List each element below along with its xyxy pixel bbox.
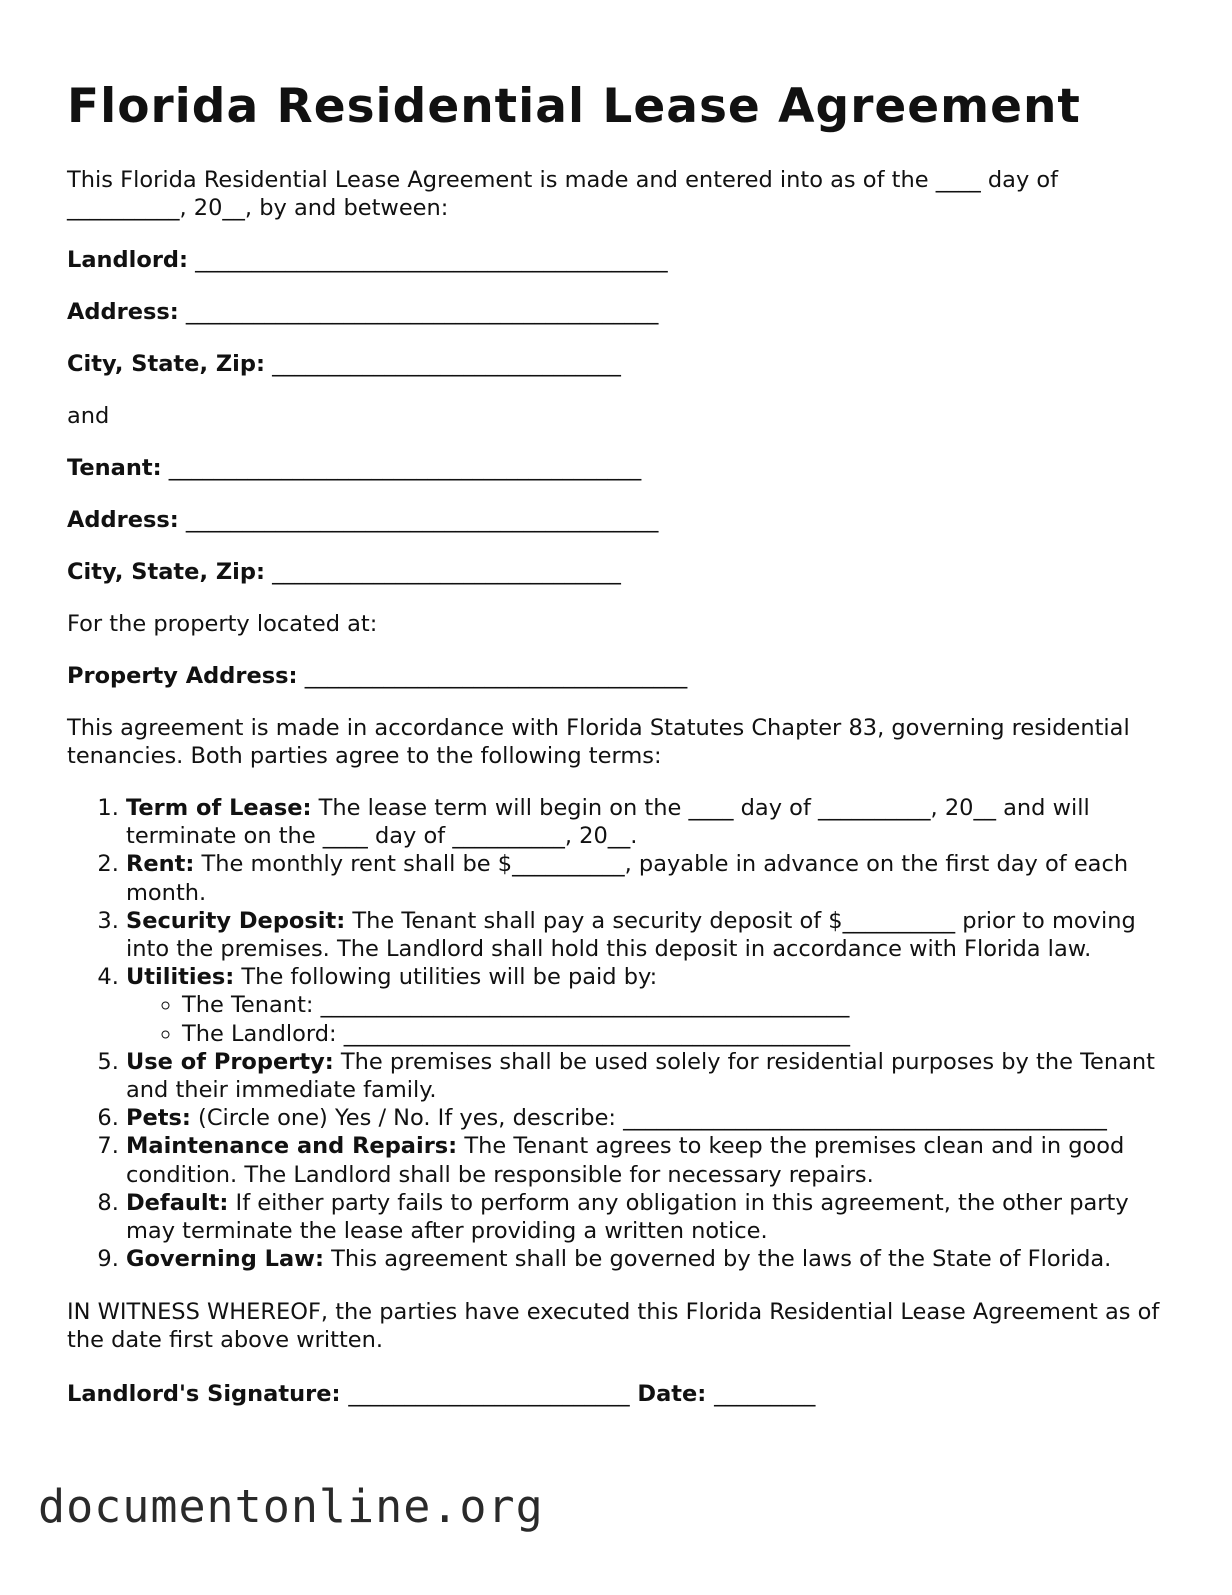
- landlord-name-label: Landlord:: [67, 247, 189, 274]
- term-label: Rent:: [126, 851, 195, 878]
- term-label: Utilities:: [126, 964, 235, 991]
- tenant-name-label: Tenant:: [67, 455, 162, 482]
- signature-line: [67, 1380, 1177, 1408]
- term-text: The Tenant agrees to keep the premises clean and in good condition. The Landlord shall be responsible for necessary repairs.: [126, 1133, 1125, 1188]
- landlord-address-blank: __________________________________________: [185, 299, 659, 326]
- utility-item: ◦ The Landlord: _____________________________________________: [182, 1020, 1177, 1048]
- landlord-address-label: Address:: [67, 299, 179, 326]
- tenant-address-field: [67, 506, 1177, 534]
- term-text: (Circle one) Yes / No. If yes, describe: ___________________________________________: [190, 1105, 1107, 1132]
- tenant-address-blank: __________________________________________: [185, 507, 659, 534]
- intro-paragraph: This Florida Residential Lease Agreement is made and entered into as of the ____ day of __________, 20__, by and between:: [67, 167, 1059, 222]
- term-label: Maintenance and Repairs:: [126, 1133, 458, 1160]
- landlord-city-field: [67, 350, 1177, 378]
- term-label: Use of Property:: [126, 1048, 334, 1075]
- date-blank: _________: [714, 1380, 816, 1407]
- utilities-list: [126, 991, 1177, 1047]
- term-item: [126, 794, 1177, 850]
- watermark-text: documentonline.org: [38, 1480, 544, 1533]
- tenant-city-field: [67, 558, 1177, 586]
- term-item: [126, 850, 1177, 906]
- term-item: [126, 1245, 1177, 1273]
- landlord-city-label: City, State, Zip:: [67, 351, 265, 378]
- property-address-field: [67, 662, 1177, 690]
- date-label: Date:: [637, 1380, 707, 1407]
- term-label: Pets:: [126, 1105, 191, 1132]
- term-item: [126, 1132, 1177, 1188]
- term-label: Security Deposit:: [126, 907, 346, 934]
- property-address-blank: __________________________________: [304, 663, 688, 690]
- witness-paragraph: IN WITNESS WHEREOF, the parties have executed this Florida Residential Lease Agreement as of the date first above written.: [67, 1298, 1160, 1353]
- and-text: and: [67, 403, 110, 430]
- term-text: The lease term will begin on the ____ day of __________, 20__ and will terminate on the ____ day of __________, 20__.: [126, 795, 1090, 850]
- property-intro: For the property located at:: [67, 611, 378, 638]
- tenant-city-label: City, State, Zip:: [67, 559, 265, 586]
- lease-document: [67, 80, 1177, 1432]
- term-label: Default:: [126, 1189, 229, 1216]
- accordance-paragraph: This agreement is made in accordance with Florida Statutes Chapter 83, governing residential tenancies. Both parties agree to the following terms:: [67, 715, 1130, 770]
- term-item: [126, 1104, 1177, 1132]
- term-label: Governing Law:: [126, 1246, 324, 1273]
- signature-label: Landlord's Signature:: [67, 1380, 341, 1407]
- term-item: [126, 1048, 1177, 1104]
- property-address-label: Property Address:: [67, 663, 298, 690]
- term-label: Term of Lease:: [126, 795, 312, 822]
- utility-item: ◦ The Tenant: _______________________________________________: [182, 991, 1177, 1019]
- term-text: The premises shall be used solely for residential purposes by the Tenant and their immediate family.: [126, 1048, 1155, 1104]
- term-text: The Tenant shall pay a security deposit of $__________ prior to moving into the premises. The Landlord shall hold this deposit in accordance with Florida law.: [126, 907, 1136, 963]
- term-item: [126, 907, 1177, 963]
- landlord-city-blank: _______________________________: [272, 351, 621, 378]
- tenant-name-blank: __________________________________________: [168, 455, 642, 482]
- term-text: If either party fails to perform any obligation in this agreement, the other party may terminate the lease after providing a written notice.: [126, 1189, 1129, 1245]
- landlord-name-blank: __________________________________________: [195, 247, 668, 274]
- terms-list: [67, 794, 1177, 1273]
- tenant-address-label: Address:: [67, 507, 179, 534]
- term-item: [126, 1189, 1177, 1245]
- term-text: The following utilities will be paid by:: [234, 964, 658, 991]
- term-item: [126, 963, 1177, 1048]
- tenant-city-blank: _______________________________: [272, 559, 621, 586]
- document-title: Florida Residential Lease Agreement: [67, 79, 1081, 134]
- tenant-name-field: [67, 454, 1177, 482]
- landlord-address-field: [67, 298, 1177, 326]
- signature-blank: _________________________: [348, 1380, 630, 1407]
- term-text: This agreement shall be governed by the laws of the State of Florida.: [323, 1246, 1112, 1273]
- term-text: The monthly rent shall be $__________, payable in advance on the first day of each month.: [126, 851, 1129, 906]
- landlord-name-field: [67, 246, 1177, 274]
